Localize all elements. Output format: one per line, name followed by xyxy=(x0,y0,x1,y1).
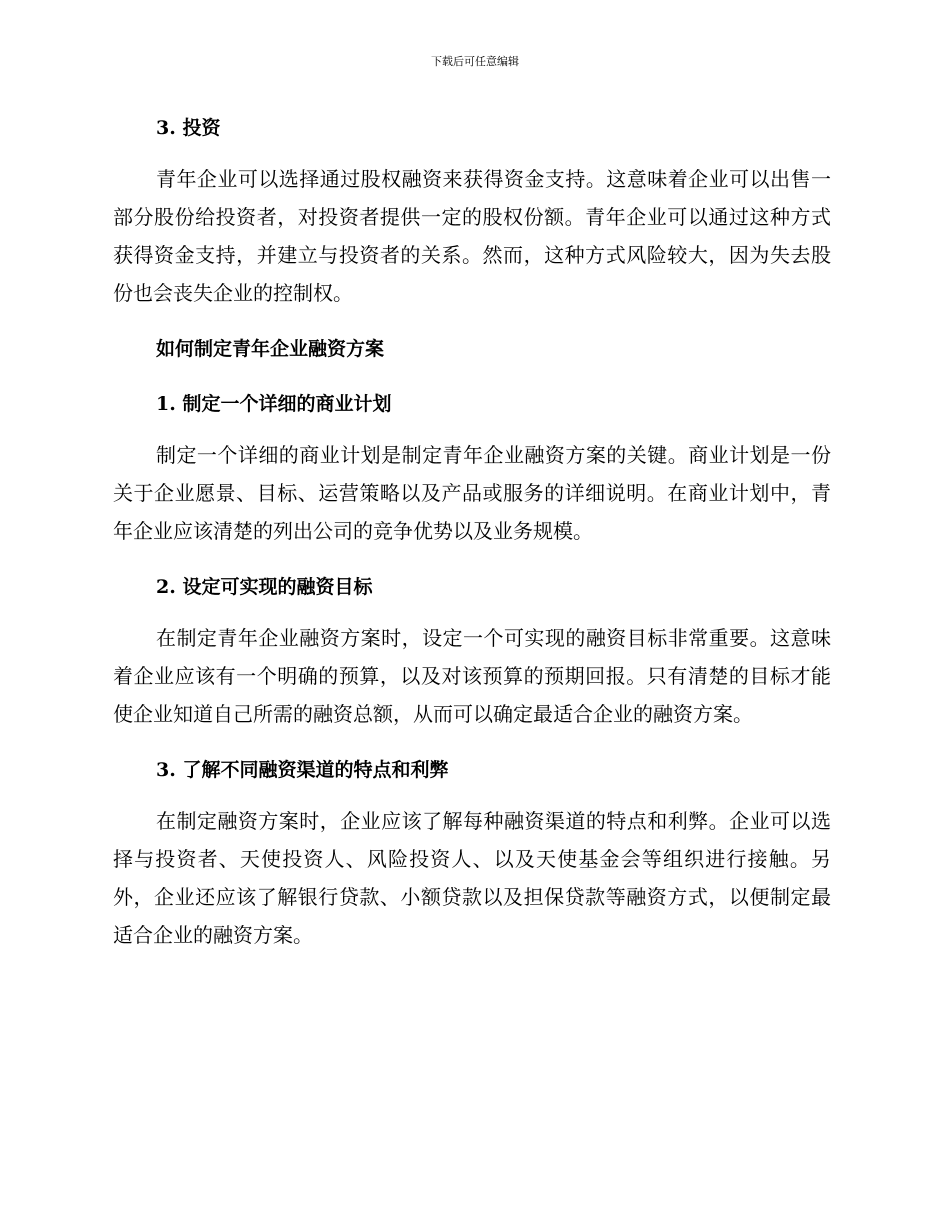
section-heading-goal: 2. 设定可实现的融资目标 xyxy=(156,576,373,598)
section-heading-channels: 3. 了解不同融资渠道的特点和利弊 xyxy=(156,759,449,781)
section-heading-investment: 3. 投资 xyxy=(156,117,221,139)
page-header: 下载后可任意编辑 xyxy=(431,55,519,68)
paragraph-investment: 青年企业可以选择通过股权融资来获得资金支持。这意味着企业可以出售一部分股份给投资者，对投资者提供一定的股权份额。青年企业可以通过这种方式获得资金支持，并建立与投资者的关系。然而，这种方式风险较大，因为失去股份也会丧失企业的控制权。 xyxy=(113,167,831,305)
section-heading-plan: 如何制定青年企业融资方案 xyxy=(156,338,385,360)
document-body xyxy=(113,110,831,954)
paragraph-channels: 在制定融资方案时，企业应该了解每种融资渠道的特点和利弊。企业可以选择与投资者、天使投资人、风险投资人、以及天使基金会等组织进行接触。另外，企业还应该了解银行贷款、小额贷款以及担保贷款等融资方式，以便制定最适合企业的融资方案。 xyxy=(113,809,831,947)
section-heading-business-plan: 1. 制定一个详细的商业计划 xyxy=(156,393,392,415)
paragraph-goal: 在制定青年企业融资方案时，设定一个可实现的融资目标非常重要。这意味着企业应该有一个明确的预算，以及对该预算的预期回报。只有清楚的目标才能使企业知道自己所需的融资总额，从而可以确定最适合企业的融资方案。 xyxy=(113,626,831,726)
paragraph-business-plan: 制定一个详细的商业计划是制定青年企业融资方案的关键。商业计划是一份关于企业愿景、目标、运营策略以及产品或服务的详细说明。在商业计划中，青年企业应该清楚的列出公司的竞争优势以及业务规模。 xyxy=(113,443,831,543)
